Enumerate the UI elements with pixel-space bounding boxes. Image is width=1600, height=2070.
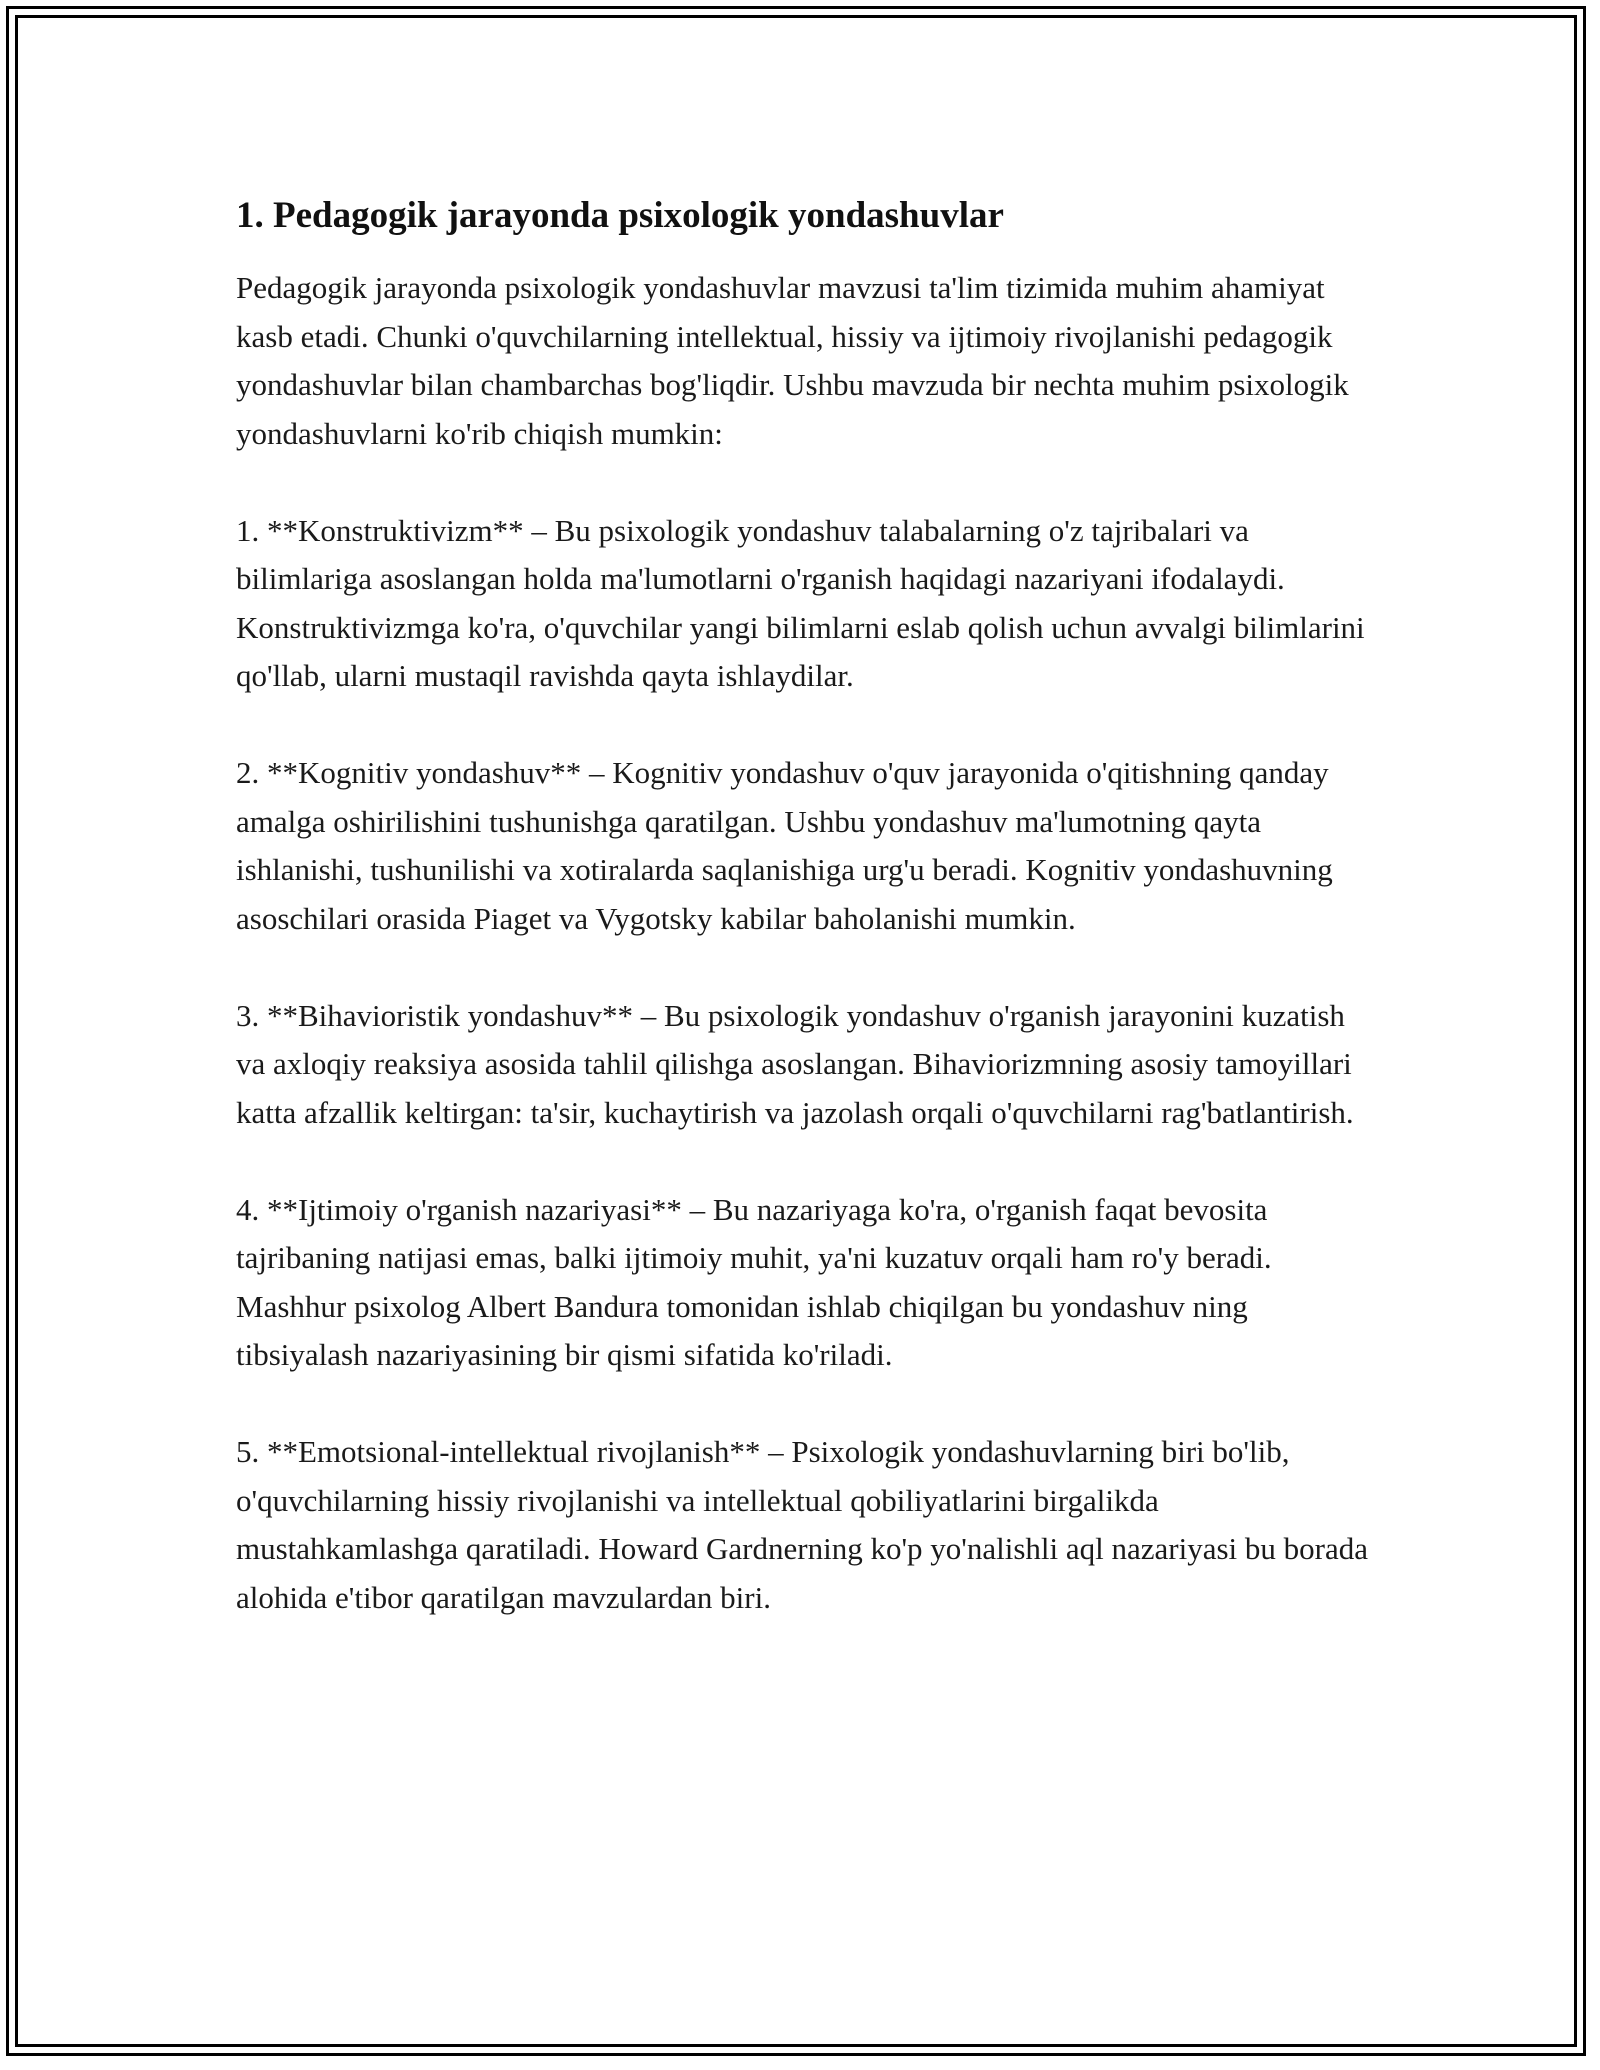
paragraph-konstruktivizm: 1. **Konstruktivizm** – Bu psixologik yondashuv talabalarning o'z tajribalari va bilimlariga asoslangan holda ma'lumotlarni o'rganish haqidagi nazariyani ifodalaydi. Konstruktivizmga ko'ra, o'quvchilar yangi bilimlarni eslab qolish uchun avvalgi bilimlarini qo'llab, ularni mustaqil ravishda qayta ishlaydilar. (236, 512, 1365, 693)
document-body (236, 188, 1376, 1622)
paragraph-bihavioristik: 3. **Bihavioristik yondashuv** – Bu psixologik yondashuv o'rganish jarayonini kuzatish va axloqiy reaksiya asosida tahlil qilishga asoslangan. Bihaviorizmning asosiy tamoyillari katta afzallik keltirgan: ta'sir, kuchaytirish va jazolash orqali o'quvchilarni rag'batlantirish. (236, 997, 1354, 1130)
paragraph-emotsional: 5. **Emotsional-intellektual rivojlanish** – Psixologik yondashuvlarning biri bo'lib, o'quvchilarning hissiy rivojlanishi va intellektual qobiliyatlarini birgalikda mustahkamlashga qaratiladi. Howard Gardnerning ko'p yo'nalishli aql nazariyasi bu borada alohida e'tibor qaratilgan mavzulardan biri. (236, 1434, 1368, 1615)
paragraph-ijtimoiy: 4. **Ijtimoiy o'rganish nazariyasi** – Bu nazariyaga ko'ra, o'rganish faqat bevosita tajribaning natijasi emas, balki ijtimoiy muhit, ya'ni kuzatuv orqali ham ro'y beradi. Mashhur psixolog Albert Bandura tomonidan ishlab chiqilgan bu yondashuv ning tibsiyalash nazariyasining bir qismi sifatida ko'riladi. (236, 1191, 1272, 1372)
section-heading: 1. Pedagogik jarayonda psixologik yondashuvlar (236, 195, 1004, 236)
paragraph-kognitiv: 2. **Kognitiv yondashuv** – Kognitiv yondashuv o'quv jarayonida o'qitishning qanday amalga oshirilishini tushunishga qaratilgan. Ushbu yondashuv ma'lumotning qayta ishlanishi, tushunilishi va xotiralarda saqlanishiga urg'u beradi. Kognitiv yondashuvning asoschilari orasida Piaget va Vygotsky kabilar baholanishi mumkin. (236, 755, 1333, 936)
intro-paragraph: Pedagogik jarayonda psixologik yondashuvlar mavzusi ta'lim tizimida muhim ahamiyat kasb etadi. Chunki o'quvchilarning intellektual, hissiy va ijtimoiy rivojlanishi pedagogik yondashuvlar bilan chambarchas bog'liqdir. Ushbu mavzuda bir nechta muhim psixologik yondashuvlarni ko'rib chiqish mumkin: (236, 270, 1349, 451)
